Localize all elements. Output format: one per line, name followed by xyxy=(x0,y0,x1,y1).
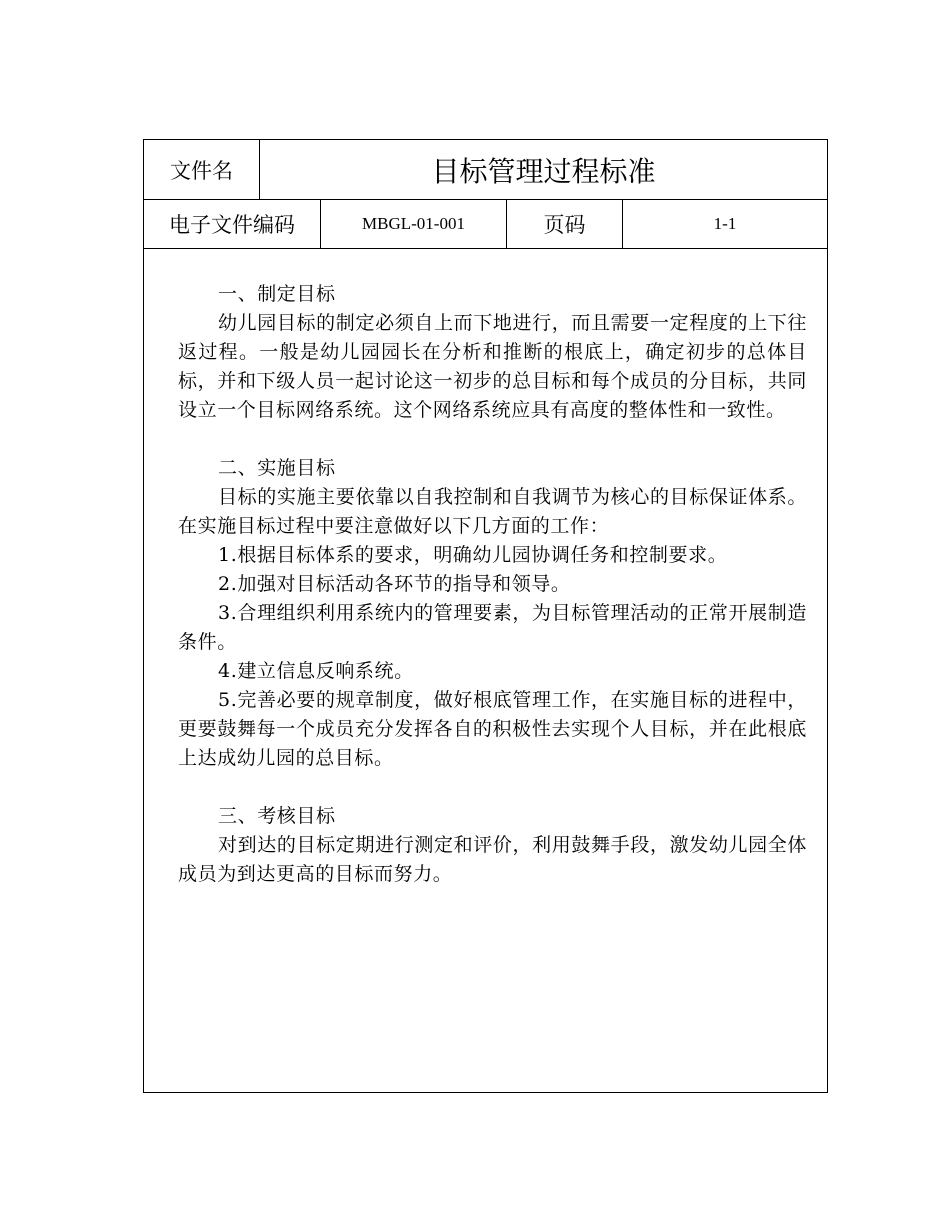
document-title: 目标管理过程标准 xyxy=(431,154,656,188)
paragraph: 幼儿园目标的制定必须自上而下地进行，而且需要一定程度的上下往返过程。一般是幼儿园园长在分析和推断的根底上，确定初步的总体目标，并和下级人员一起讨论这一初步的总目标和每个成员的分目标，共同设立一个目标网络系统。这个网络系统应具有高度的整体性和一致性。 xyxy=(178,312,807,421)
list-item: 1.根据目标体系的要求，明确幼儿园协调任务和控制要求。 xyxy=(218,544,728,566)
page-label: 页码 xyxy=(507,200,623,248)
paragraph: 对到达的目标定期进行测定和评价，利用鼓舞手段，激发幼儿园全体成员为到达更高的目标而努力。 xyxy=(178,834,807,885)
paragraph: 目标的实施主要依靠以自我控制和自我调节为核心的目标保证体系。在实施目标过程中要注意做好以下几方面的工作： xyxy=(178,486,807,537)
document-body xyxy=(178,280,807,889)
document-form xyxy=(143,139,828,1093)
list-item: 3.合理组织利用系统内的管理要素，为目标管理活动的正常开展制造条件。 xyxy=(178,602,807,653)
list-item: 5.完善必要的规章制度，做好根底管理工作，在实施目标的进程中，更要鼓舞每一个成员充分发挥各自的积极性去实现个人目标，并在此根底上达成幼儿园的总目标。 xyxy=(178,689,807,769)
title-row xyxy=(144,140,827,200)
list-item: 4.建立信息反响系统。 xyxy=(218,660,414,682)
page-value: 1-1 xyxy=(713,214,737,233)
list-item: 2.加强对目标活动各环节的指导和领导。 xyxy=(218,573,571,595)
file-code-value: MBGL-01-001 xyxy=(321,200,507,248)
file-name-label: 文件名 xyxy=(144,140,260,199)
meta-row xyxy=(144,200,827,249)
section-heading: 二、实施目标 xyxy=(218,457,336,479)
file-code-label: 电子文件编码 xyxy=(144,200,321,248)
section-heading: 一、制定目标 xyxy=(218,283,336,305)
section-heading: 三、考核目标 xyxy=(218,805,336,827)
